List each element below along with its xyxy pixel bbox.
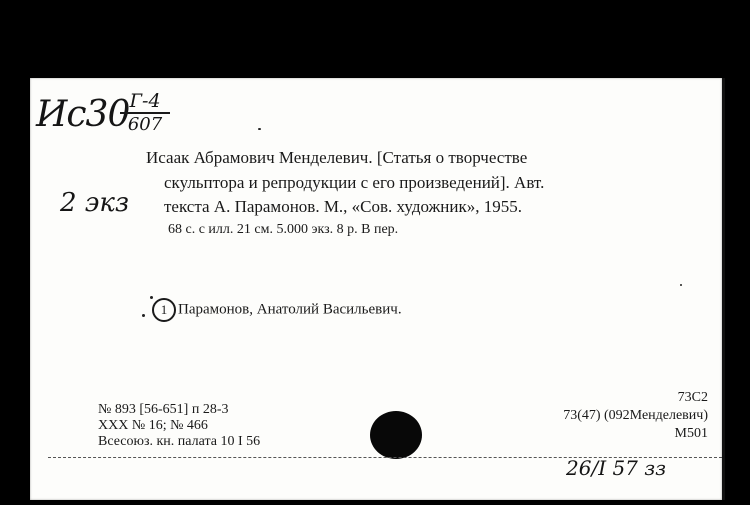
copies-note: 2 экз — [60, 188, 130, 218]
tracing-text: Парамонов, Анатолий Васильевич. — [178, 301, 402, 318]
classification-line-1: 73С2 — [677, 390, 708, 405]
classification-line-3: М501 — [674, 426, 708, 441]
inventory-note: 26/I 57 зз — [566, 456, 667, 480]
ink-speck — [150, 296, 153, 299]
footer-left-line-2: XXX № 16; № 466 — [98, 418, 208, 433]
collation: 68 с. с илл. 21 см. 5.000 экз. 8 р. В пер. — [168, 222, 399, 237]
tracing-entry — [152, 298, 402, 322]
footer-left-line-3: Всесоюз. кн. палата 10 I 56 — [98, 434, 261, 449]
catalog-card — [30, 78, 725, 500]
ink-speck — [258, 128, 261, 130]
punch-hole — [370, 411, 422, 459]
footer-left-line-1: № 893 [56-651] п 28-3 — [98, 402, 229, 417]
shelf-mark — [120, 90, 170, 136]
call-number: Ис30 — [36, 94, 130, 135]
title-line-1: Исаак Абрамович Менделевич. [Статья о творчестве — [146, 148, 528, 167]
classification-line-2: 73(47) (092Менделевич) — [563, 408, 708, 423]
shelf-mark-numerator: Г-4 — [120, 90, 170, 114]
title-line-2: скульптора и репродукции с его произведений]. Авт. — [164, 173, 545, 192]
ink-speck — [142, 314, 145, 317]
shelf-mark-denominator: 607 — [127, 114, 163, 135]
title-line-3: текста А. Парамонов. М., «Сов. художник», 1955. — [164, 197, 523, 216]
ink-speck — [680, 284, 682, 286]
tracing-mark: 1 — [152, 298, 176, 322]
